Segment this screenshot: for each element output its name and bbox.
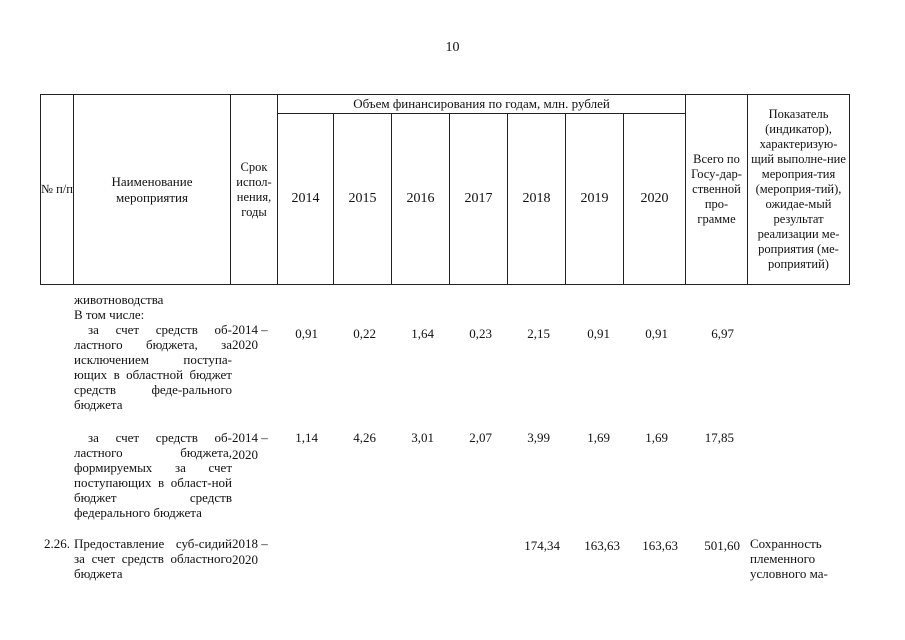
sub1-name: за счет средств об-ластного бюджета, за исключением поступа-ющих в областной бюджет средств феде-рального бюджета xyxy=(74,322,232,412)
header-year: 2016 xyxy=(392,114,450,285)
sub1-value-2017: 0,23 xyxy=(469,326,492,341)
header-col-name: Наименование мероприятия xyxy=(74,95,231,285)
sub2-value-2015: 4,26 xyxy=(353,430,376,445)
header-col-indicator: Показатель (индикатор), характеризую-щий выполне-ние мероприя-тия (мероприя-тий), ожидае-мый результат реализации ме-роприятия (ме-роприятий) xyxy=(748,95,850,285)
item-226-period-start: 2018 – xyxy=(232,536,268,551)
sub1-value-2016: 1,64 xyxy=(411,326,434,341)
page-number: 10 xyxy=(445,40,460,55)
sub1-period-start: 2014 – xyxy=(232,322,268,337)
sub1-value-2020: 0,91 xyxy=(645,326,668,341)
header-year: 2020 xyxy=(624,114,686,285)
header-col-no: № п/п xyxy=(41,95,74,285)
header-funding-title: Объем финансирования по годам, млн. рублей xyxy=(278,95,686,114)
item-226-index: 2.26. xyxy=(44,536,70,551)
sub1-value-2018: 2,15 xyxy=(527,326,550,341)
sub1-total: 6,97 xyxy=(711,326,734,341)
sub1-value-2019: 0,91 xyxy=(587,326,610,341)
header-col-period: Срок испол-нения, годы xyxy=(231,95,278,285)
continuation-text: животноводства xyxy=(74,292,164,307)
header-year: 2017 xyxy=(450,114,508,285)
sub2-value-2019: 1,69 xyxy=(587,430,610,445)
item-226-indicator: Сохранность племенного условного ма- xyxy=(750,536,828,581)
sub2-value-2016: 3,01 xyxy=(411,430,434,445)
sub2-value-2017: 2,07 xyxy=(469,430,492,445)
sub2-period-end: 2020 xyxy=(232,447,258,462)
header-year: 2015 xyxy=(334,114,392,285)
sub2-total: 17,85 xyxy=(704,430,734,445)
sub2-period-start: 2014 – xyxy=(232,430,268,445)
item-226-value-2019: 163,63 xyxy=(584,538,620,553)
subtotal-label: В том числе: xyxy=(74,307,145,322)
header-col-total: Всего по Госу-дар-ственной про-грамме xyxy=(686,95,748,285)
sub1-period-end: 2020 xyxy=(232,337,258,352)
item-226-total: 501,60 xyxy=(704,538,740,553)
sub1-value-2015: 0,22 xyxy=(353,326,376,341)
item-226-period-end: 2020 xyxy=(232,552,258,567)
item-226-name: Предоставление суб-сидий за счет средств областного бюджета xyxy=(74,536,232,581)
sub2-value-2020: 1,69 xyxy=(645,430,668,445)
sub2-name: за счет средств об-ластного бюджета, формируемых за счет поступающих в област-ной бюджет средств федерального бюджета xyxy=(74,430,232,520)
item-226-value-2018: 174,34 xyxy=(524,538,560,553)
header-year: 2019 xyxy=(566,114,624,285)
sub2-value-2014: 1,14 xyxy=(295,430,318,445)
sub1-value-2014: 0,91 xyxy=(295,326,318,341)
sub2-value-2018: 3,99 xyxy=(527,430,550,445)
header-table xyxy=(40,94,850,285)
header-year: 2014 xyxy=(278,114,334,285)
header-year: 2018 xyxy=(508,114,566,285)
item-226-value-2020: 163,63 xyxy=(642,538,678,553)
